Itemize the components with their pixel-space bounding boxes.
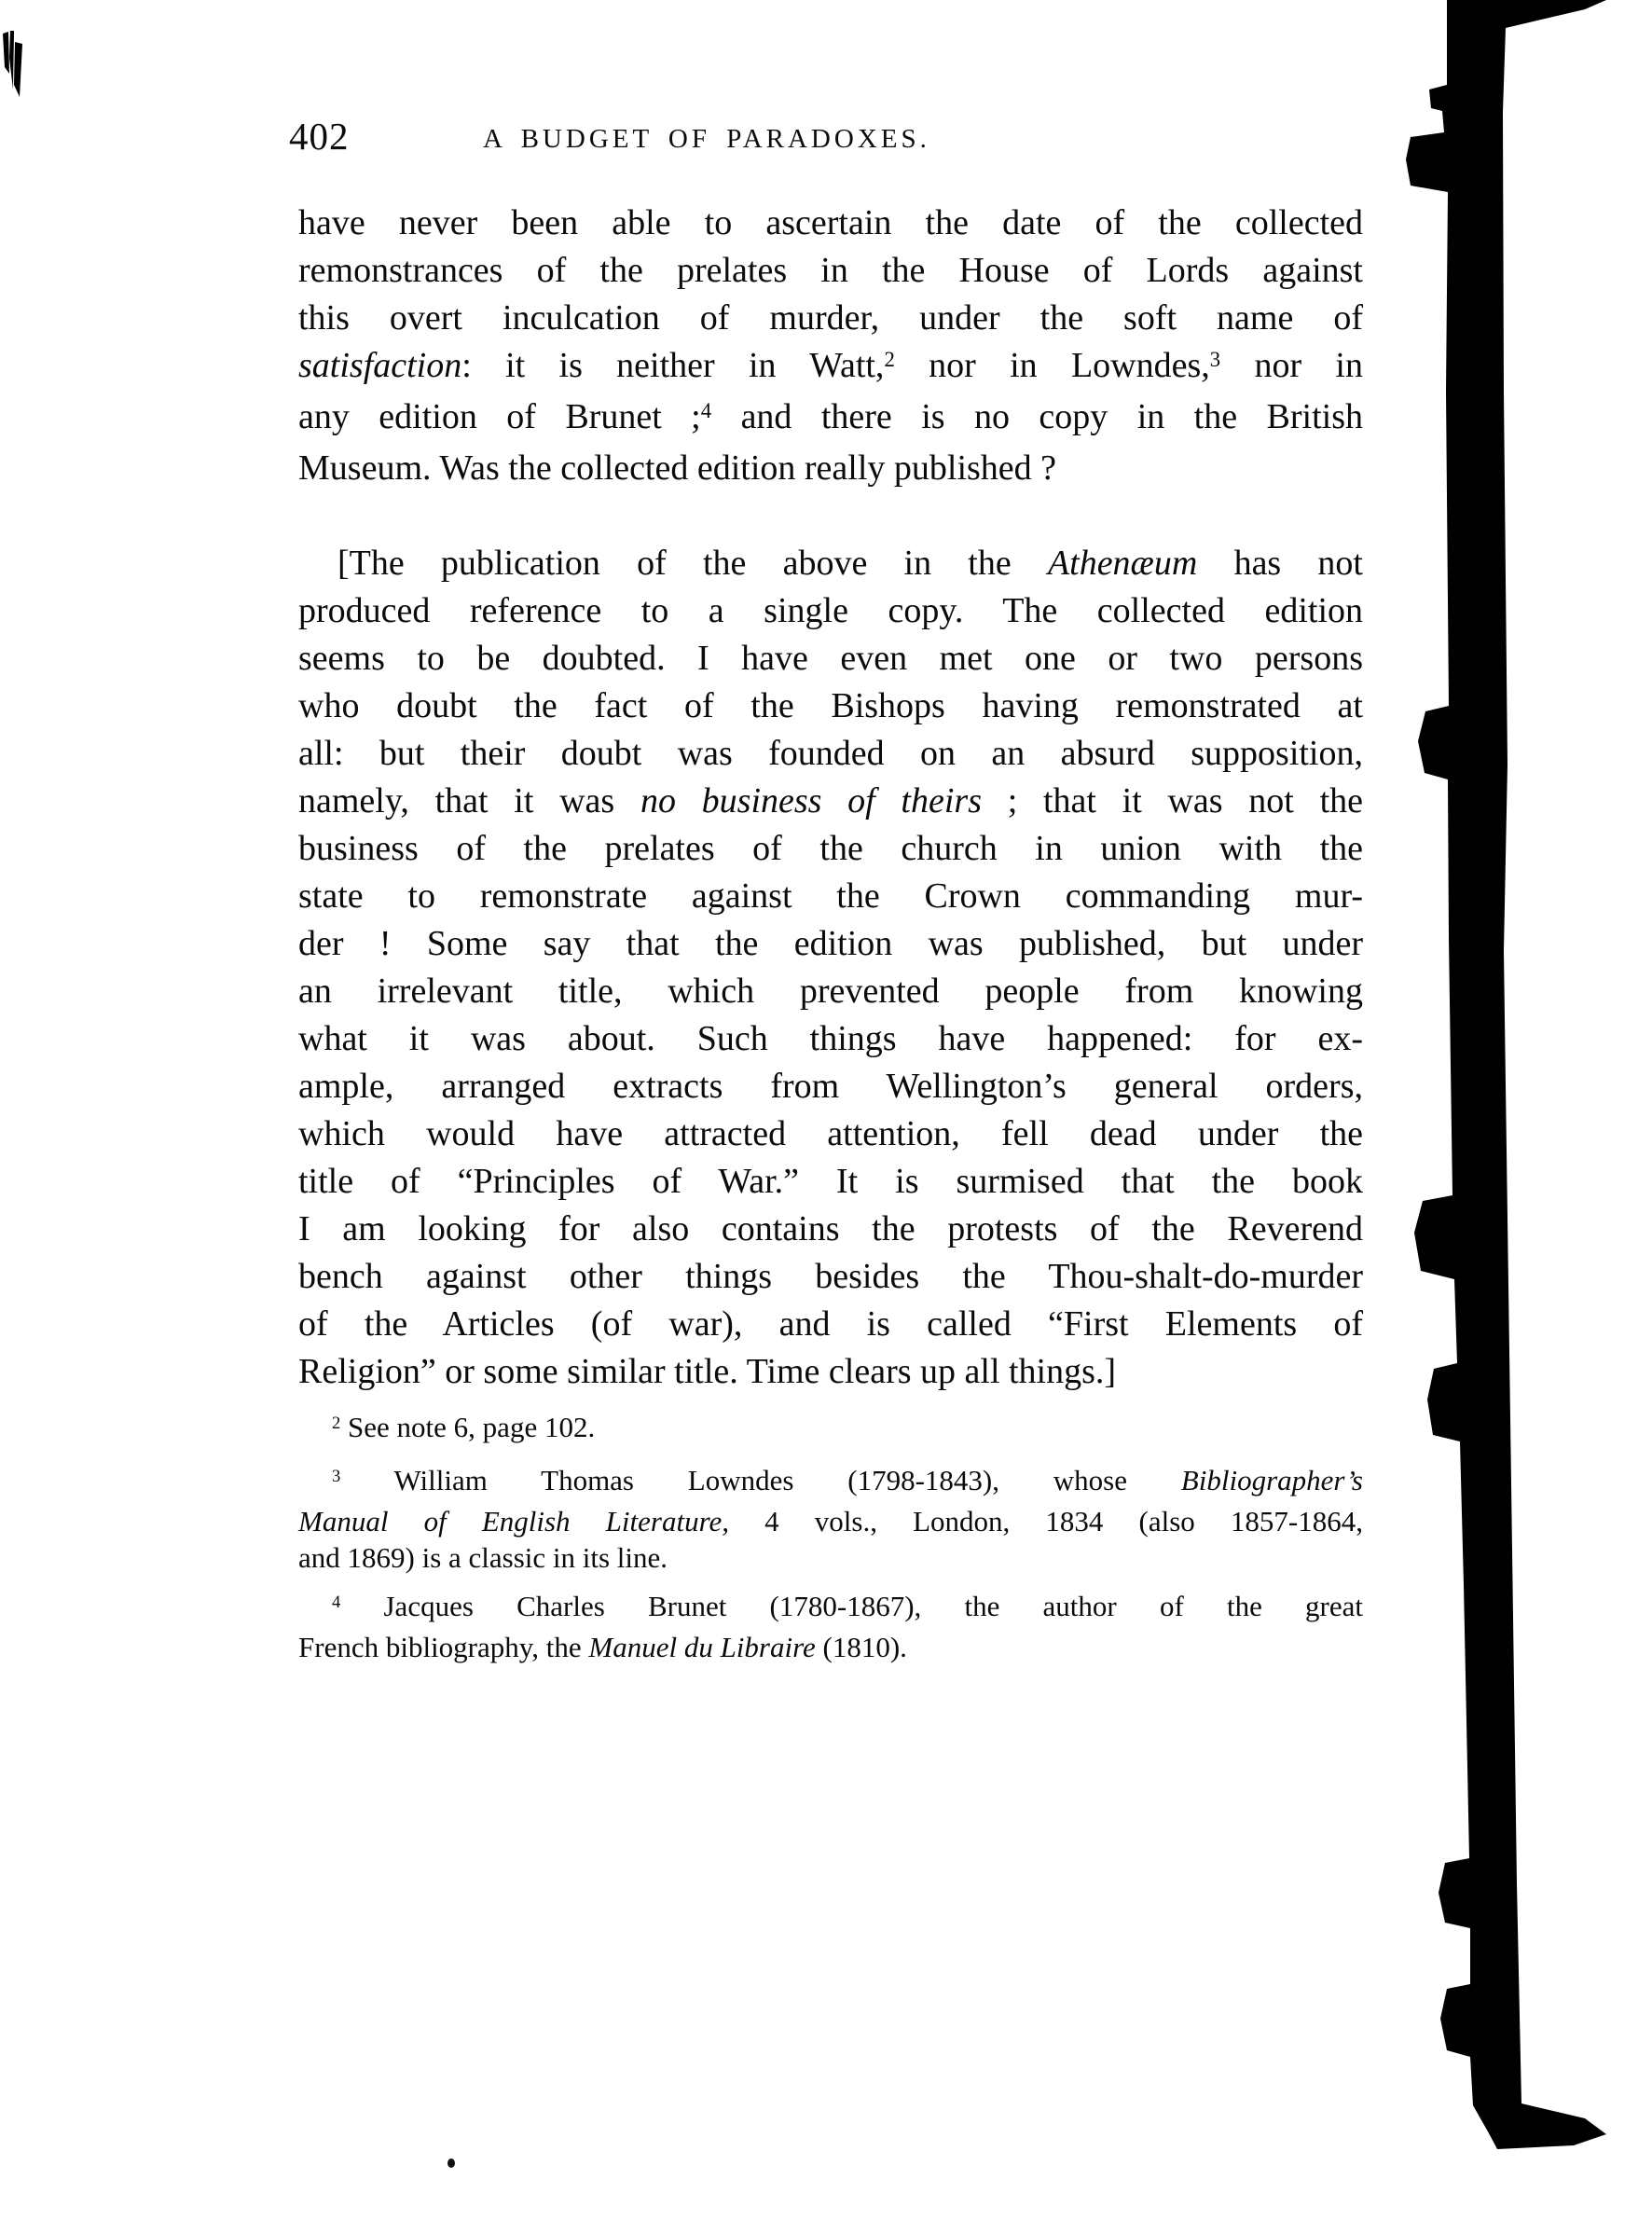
- footnote-marker: 2: [332, 1413, 341, 1433]
- footnote-marker: 4: [332, 1592, 341, 1612]
- binding-shadow-strip: [1406, 0, 1606, 2149]
- text-line: [298, 540, 1363, 587]
- text-line: [298, 730, 1363, 778]
- text-line: [298, 873, 1363, 920]
- text-line: [298, 635, 1363, 683]
- footnotes: [298, 1409, 1363, 1665]
- footnote: [298, 1588, 1363, 1665]
- text-segment: Athenæum: [1047, 544, 1198, 583]
- text-segment: Museum. Was the collected edition really published ?: [298, 448, 1057, 488]
- text-segment: Jacques Charles Brunet (1780-1867), the author of the great: [340, 1590, 1363, 1622]
- text-segment: satisfaction: [298, 346, 462, 385]
- text-line: [298, 683, 1363, 730]
- text-segment: ; that it was not the: [981, 781, 1364, 821]
- ink-artifact-topleft: [3, 31, 22, 97]
- text-segment: Manuel du Libraire: [588, 1631, 816, 1663]
- text-segment: : it is neither in Watt,: [461, 346, 885, 385]
- running-head: A BUDGET OF PARADOXES.: [483, 124, 930, 154]
- text-segment: nor in: [1220, 346, 1363, 385]
- text-segment: seems to be doubted. I have even met one or two persons: [298, 639, 1363, 678]
- text-segment: See note 6, page 102.: [340, 1411, 596, 1443]
- text-segment: remonstrances of the prelates in the House of Lords against: [298, 251, 1363, 290]
- text-line: [298, 1462, 1363, 1503]
- text-segment: an irrelevant title, which prevented people from knowing: [298, 972, 1363, 1011]
- paragraph: [298, 200, 1363, 492]
- text-line: [298, 968, 1363, 1015]
- text-segment: who doubt the fact of the Bishops having remonstrated at: [298, 686, 1363, 725]
- text-line: [298, 825, 1363, 873]
- text-segment: all: but their doubt was founded on an absurd supposition,: [298, 734, 1363, 773]
- text-line: [298, 1588, 1363, 1629]
- text-line: [298, 1015, 1363, 1063]
- text-segment: produced reference to a single copy. The collected edition: [298, 591, 1363, 630]
- text-line: [298, 1539, 1363, 1576]
- text-segment: and 1869) is a classic in its line.: [298, 1541, 668, 1574]
- text-segment: [The publication of the above in the: [337, 544, 1048, 583]
- text-segment: business of the prelates of the church in union with the: [298, 829, 1363, 868]
- page-number: 402: [289, 115, 350, 158]
- text-segment: ample, arranged extracts from Wellington’s general orders,: [298, 1067, 1363, 1106]
- text-line: [298, 1158, 1363, 1206]
- paragraph: [298, 540, 1363, 1396]
- text-line: [298, 1063, 1363, 1110]
- text-segment: any edition of Brunet ;: [298, 397, 701, 436]
- text-segment: nor in Lowndes,: [894, 346, 1210, 385]
- footnote-marker: 4: [700, 398, 712, 422]
- text-segment: namely, that it was: [298, 781, 640, 821]
- text-segment: which would have attracted attention, fell dead under the: [298, 1114, 1363, 1153]
- text-line: [298, 587, 1363, 635]
- text-segment: French bibliography, the: [298, 1631, 589, 1663]
- ink-dot-bottom: [447, 2158, 455, 2168]
- text-line: [298, 342, 1363, 393]
- footnote-marker: 2: [884, 347, 895, 371]
- text-line: [298, 1206, 1363, 1253]
- text-line: [298, 1503, 1363, 1539]
- text-segment: William Thomas Lowndes (1798-1843), whose: [340, 1464, 1181, 1496]
- text-segment: of the Articles (of war), and is called “First Elements of: [298, 1304, 1363, 1344]
- text-segment: this overt inculcation of murder, under the soft name of: [298, 298, 1363, 338]
- text-segment: and there is no copy in the British: [711, 397, 1363, 436]
- text-line: [298, 920, 1363, 968]
- footnote: [298, 1462, 1363, 1576]
- text-line: [298, 1629, 1363, 1665]
- text-segment: no business of theirs: [640, 781, 982, 821]
- footnote-marker: 3: [1209, 347, 1221, 371]
- text-segment: has not: [1197, 544, 1363, 583]
- text-line: [298, 1409, 1363, 1450]
- text-line: [298, 1253, 1363, 1301]
- text-line: [298, 1301, 1363, 1348]
- text-segment: what it was about. Such things have happened: for ex-: [298, 1019, 1363, 1058]
- text-segment: bench against other things besides the Thou-shalt-do-murder: [298, 1257, 1363, 1296]
- text-segment: Manual of English Literature,: [298, 1505, 729, 1538]
- footnote: [298, 1409, 1363, 1450]
- text-line: [298, 200, 1363, 247]
- text-line: [298, 1110, 1363, 1158]
- text-segment: (1810).: [815, 1631, 907, 1663]
- text-segment: state to remonstrate against the Crown commanding mur-: [298, 876, 1363, 916]
- text-segment: der ! Some say that the edition was published, but under: [298, 924, 1363, 963]
- text-column: [298, 200, 1363, 1665]
- text-line: [298, 393, 1363, 445]
- text-line: [298, 1348, 1363, 1396]
- text-segment: title of “Principles of War.” It is surmised that the book: [298, 1162, 1363, 1201]
- text-segment: 4 vols., London, 1834 (also 1857-1864,: [729, 1505, 1363, 1538]
- text-line: [298, 247, 1363, 295]
- footnote-marker: 3: [332, 1466, 341, 1486]
- text-segment: I am looking for also contains the protests of the Reverend: [298, 1209, 1363, 1248]
- text-line: [298, 295, 1363, 342]
- text-line: [298, 778, 1363, 825]
- text-segment: have never been able to ascertain the date of the collected: [298, 203, 1363, 242]
- text-segment: Religion” or some similar title. Time clears up all things.]: [298, 1352, 1117, 1391]
- text-segment: Bibliographer’s: [1180, 1464, 1363, 1496]
- text-line: [298, 445, 1363, 492]
